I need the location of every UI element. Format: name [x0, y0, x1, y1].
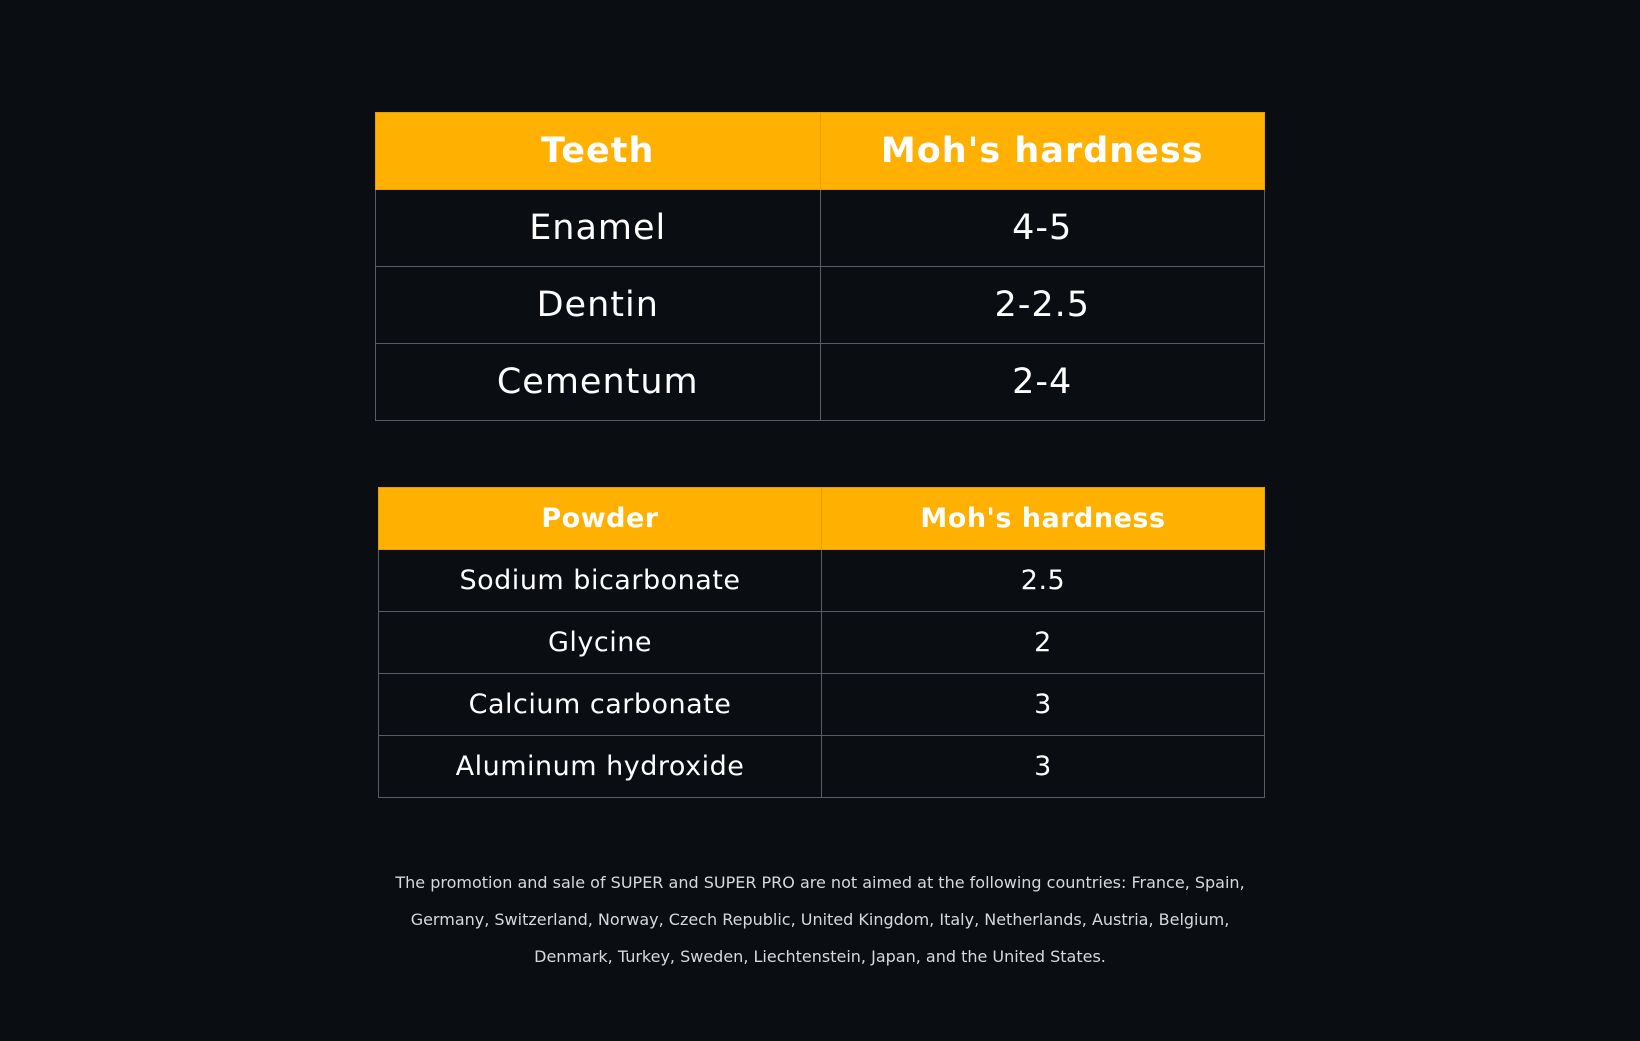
cell-hardness: 2 — [822, 612, 1265, 674]
table-row — [379, 550, 1265, 612]
cell-hardness: 3 — [822, 736, 1265, 798]
cell-hardness: 2-4 — [820, 344, 1265, 421]
cell-hardness: 2-2.5 — [820, 267, 1265, 344]
header-teeth: Teeth — [376, 113, 821, 190]
cell-tooth-type: Cementum — [376, 344, 821, 421]
header-mohs-hardness: Moh's hardness — [820, 113, 1265, 190]
cell-powder-name: Aluminum hydroxide — [379, 736, 822, 798]
table-row — [376, 190, 1265, 267]
cell-tooth-type: Dentin — [376, 267, 821, 344]
cell-hardness: 3 — [822, 674, 1265, 736]
cell-tooth-type: Enamel — [376, 190, 821, 267]
cell-hardness: 4-5 — [820, 190, 1265, 267]
table-row — [379, 612, 1265, 674]
cell-powder-name: Sodium bicarbonate — [379, 550, 822, 612]
table-row — [379, 736, 1265, 798]
table-row — [376, 344, 1265, 421]
cell-hardness: 2.5 — [822, 550, 1265, 612]
disclaimer-text: The promotion and sale of SUPER and SUPER PRO are not aimed at the following countries: France, Spain, Germany, Switzerland, Norway, Czech Republic, United Kingdom, Italy, Netherlands, Austria, Belgium, Denmark, Turkey, Sweden, Liechtenstein, Japan, and the United States. — [395, 873, 1245, 966]
table-row — [376, 267, 1265, 344]
table-header-row — [379, 488, 1265, 550]
header-powder: Powder — [379, 488, 822, 550]
table-row — [379, 674, 1265, 736]
teeth-hardness-table — [375, 112, 1265, 421]
cell-powder-name: Calcium carbonate — [379, 674, 822, 736]
powder-hardness-table — [378, 487, 1265, 798]
cell-powder-name: Glycine — [379, 612, 822, 674]
header-mohs-hardness: Moh's hardness — [822, 488, 1265, 550]
table-header-row — [376, 113, 1265, 190]
